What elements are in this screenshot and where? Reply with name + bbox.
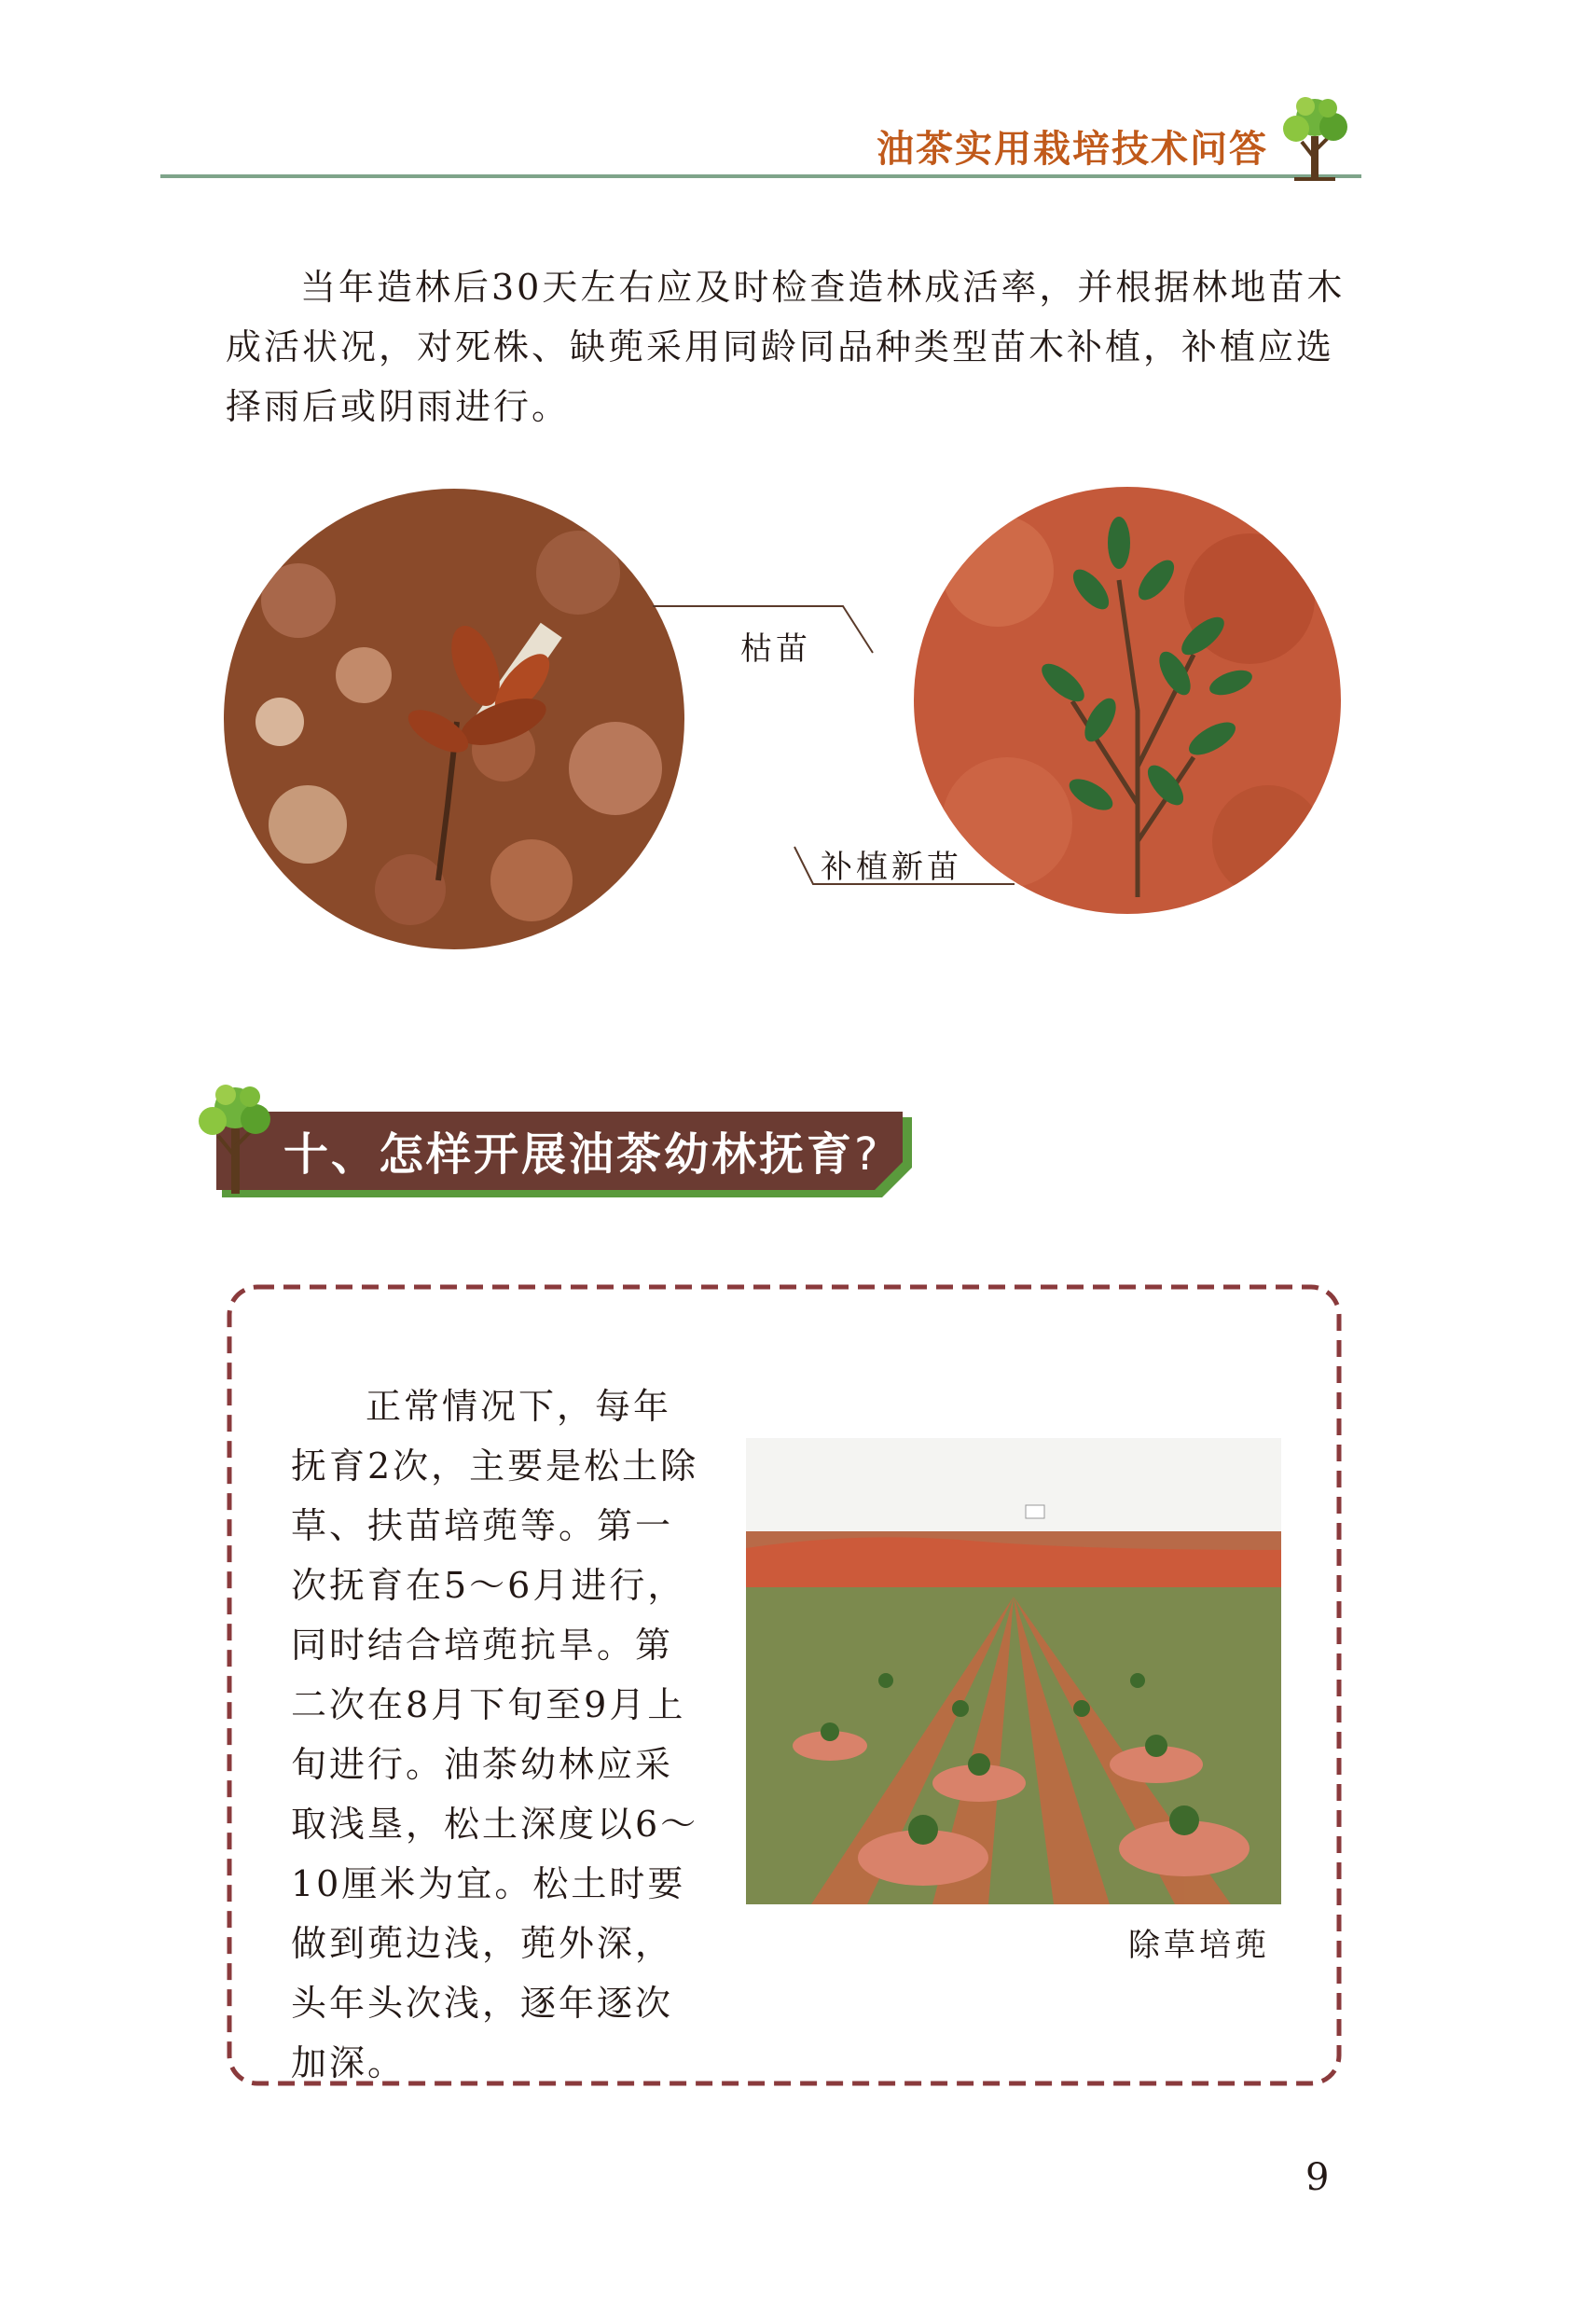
section-title-text: 十、怎样开展油茶幼林抚育 (283, 1128, 855, 1181)
label-dead-seedling: 枯苗 (740, 630, 811, 668)
running-header-title: 油茶实用栽培技术问答 (877, 128, 1268, 171)
photo-caption: 除草培蔸 (1128, 1927, 1270, 1964)
section-heading (283, 1119, 881, 1190)
label-replanted-seedling: 补植新苗 (821, 849, 962, 886)
callout-lines (0, 0, 1574, 1026)
intro-paragraph: 当年造林后30天左右应及时检查造林成活率，并根据林地苗木成活状况，对死株、缺蔸采用同龄同品种类型苗木补植，补植应选择雨后或阴雨进行。 (226, 267, 1346, 427)
section-title-mark: ? (854, 1128, 881, 1181)
tree-icon (194, 1082, 276, 1197)
tending-paragraph: 正常情况下，每年抚育2次，主要是松土除草、扶苗培蔸等。第一次抚育在5～6月进行，同时结合培蔸抗旱。第二次在8月下旬至9月上旬进行。油茶幼林应采取浅垦，松土深度以6～10厘米为宜。松土时要做到蔸边浅，蔸外深，头年头次浅，逐年逐次加深。 (291, 1386, 699, 2083)
page-number: 9 (1305, 2156, 1330, 2199)
weeding-field-photo (746, 1438, 1281, 1904)
